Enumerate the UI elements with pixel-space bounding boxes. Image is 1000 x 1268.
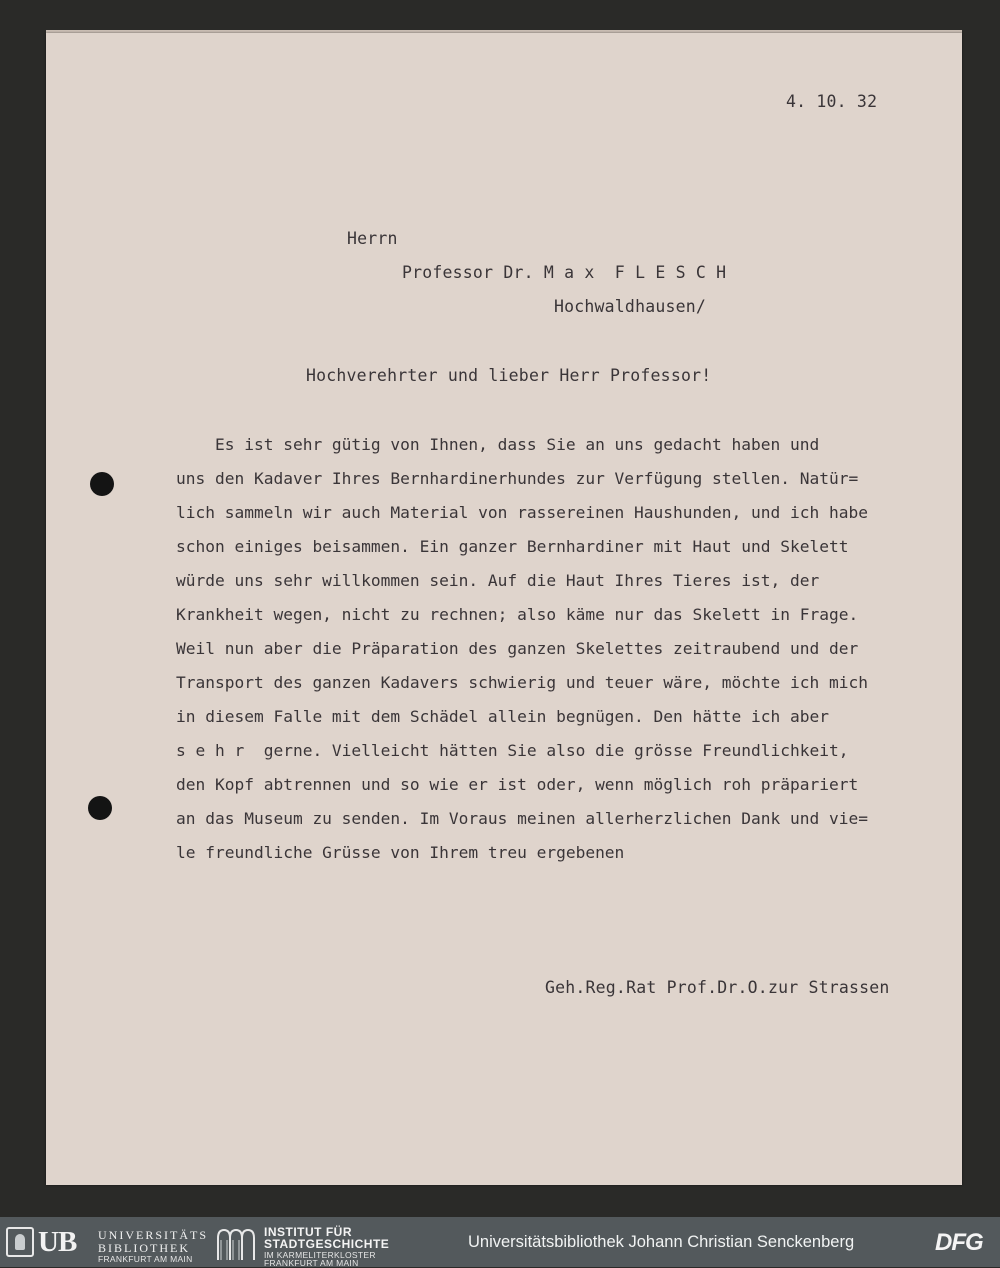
- salutation-title: Herrn: [347, 229, 398, 248]
- ub-logo-letters: UB: [38, 1226, 77, 1258]
- greeting: Hochverehrter und lieber Herr Professor!: [306, 366, 712, 385]
- punch-hole-top: [90, 472, 114, 496]
- letter-body: [176, 428, 956, 870]
- ub-portrait-icon: [6, 1227, 34, 1257]
- signature: Geh.Reg.Rat Prof.Dr.O.zur Strassen: [545, 978, 890, 997]
- body-line: Weil nun aber die Präparation des ganzen Skelettes zeitraubend und der: [176, 639, 859, 658]
- isg-logo-line1: INSTITUT FÜR: [264, 1225, 352, 1239]
- library-name: Universitätsbibliothek Johann Christian Senckenberg: [468, 1233, 855, 1251]
- body-line: Transport des ganzen Kadavers schwierig und teuer wäre, möchte ich mich: [176, 673, 868, 692]
- body-line: Es ist sehr gütig von Ihnen, dass Sie an uns gedacht haben und: [176, 435, 820, 454]
- body-line: lich sammeln wir auch Material von rassereinen Haushunden, und ich habe: [176, 503, 868, 522]
- body-line: le freundliche Grüsse von Ihrem treu ergebenen: [176, 843, 625, 862]
- body-line: s e h r gerne. Vielleicht hätten Sie also die grösse Freundlichkeit,: [176, 741, 849, 760]
- body-line: uns den Kadaver Ihres Bernhardinerhundes zur Verfügung stellen. Natür=: [176, 469, 859, 488]
- recipient-place: Hochwaldhausen/: [554, 297, 707, 316]
- letter-date: 4. 10. 32: [786, 92, 878, 111]
- dfg-logo: DFG: [935, 1229, 983, 1256]
- ub-logo-line3: FRANKFURT AM MAIN: [98, 1254, 193, 1264]
- body-line: den Kopf abtrennen und so wie er ist oder, wenn möglich roh präpariert: [176, 775, 859, 794]
- body-line: Krankheit wegen, nicht zu rechnen; also käme nur das Skelett in Frage.: [176, 605, 859, 624]
- punch-hole-bottom: [88, 796, 112, 820]
- body-line: schon einiges beisammen. Ein ganzer Bernhardiner mit Haut und Skelett: [176, 537, 849, 556]
- footer-bar: [0, 1217, 1000, 1267]
- ub-logo-line1: UNIVERSITÄTS: [98, 1228, 208, 1242]
- body-line: würde uns sehr willkommen sein. Auf die Haut Ihres Tieres ist, der: [176, 571, 820, 590]
- recipient-name: Professor Dr. M a x F L E S C H: [402, 263, 727, 282]
- isg-logo-line3: IM KARMELITERKLOSTER: [264, 1250, 376, 1260]
- body-line: an das Museum zu senden. Im Voraus meinen allerherzlichen Dank und vie=: [176, 809, 868, 828]
- ub-logo-line2: BIBLIOTHEK: [98, 1241, 190, 1255]
- isg-logo-line2: STADTGESCHICHTE: [264, 1237, 390, 1251]
- isg-logo-line4: FRANKFURT AM MAIN: [264, 1258, 359, 1268]
- body-line: in diesem Falle mit dem Schädel allein begnügen. Den hätte ich aber: [176, 707, 829, 726]
- isg-arches-icon: [216, 1226, 256, 1260]
